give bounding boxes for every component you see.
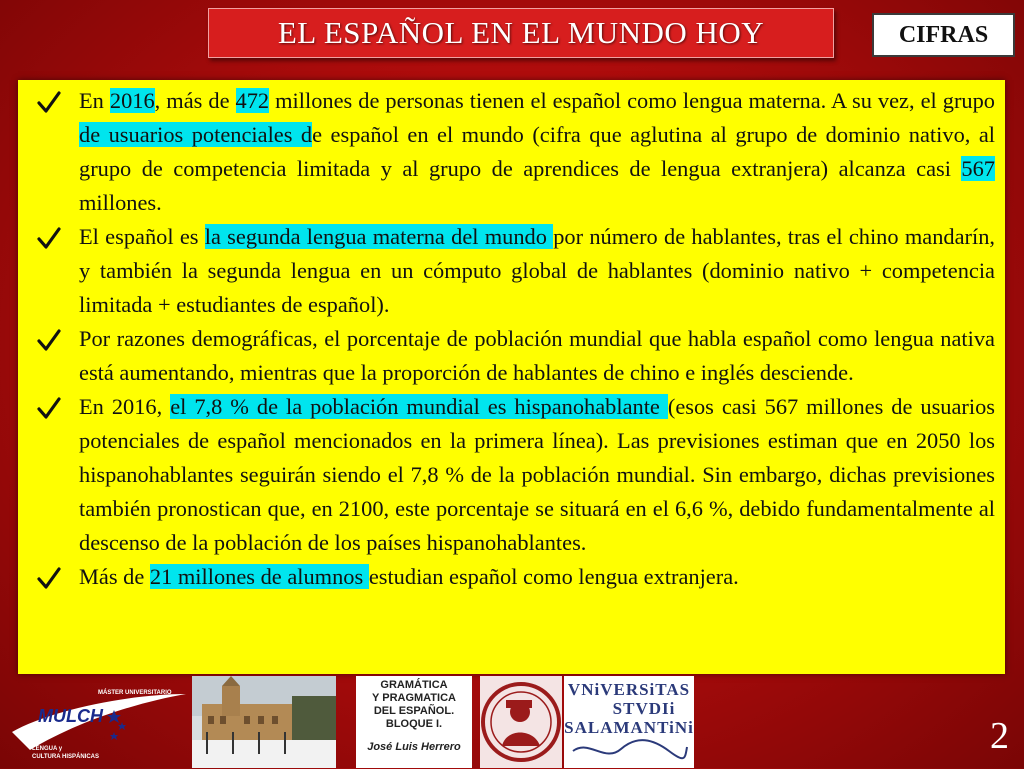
course-line-3: DEL ESPAÑOL. [373,705,455,717]
university-building-photo [192,676,336,768]
highlighted-text: 472 [235,88,270,113]
bullet-text: millones de personas tienen el español como lengua materna. A su vez, el grupo [269,88,996,113]
mulch-top-text: MÁSTER UNIVERSITARIO [98,690,172,696]
section-tag: CIFRAS [898,21,989,48]
university-line-1: VNiVERSiTAS [567,680,691,699]
highlighted-text: 21 millones de alumnos [149,564,369,589]
bullet-item [36,390,995,560]
course-line-1: GRAMÁTICA [380,679,448,691]
mulch-sub1: LENGUA y [32,746,63,752]
bullet-text: , más de [154,88,236,113]
bullet-text: En 2016, [79,394,171,419]
bullet-text: estudian español como lengua extranjera. [368,564,739,589]
slide-title: EL ESPAÑOL EN EL MUNDO HOY [277,15,765,50]
slide-title-box [208,8,834,58]
bullet-text: El español es [79,224,205,249]
checkmark-icon [36,226,62,252]
university-line-2: STVDIi [612,699,676,718]
highlighted-text: de usuarios potenciales d [79,122,313,147]
bullet-item [36,84,995,220]
page-number: 2 [990,715,1009,757]
highlighted-text: 567 [961,156,995,181]
mulch-logo [10,680,188,764]
highlighted-text: la segunda lengua materna del mundo [204,224,554,249]
course-line-2: Y PRAGMATICA [372,692,456,704]
university-logo [564,676,694,768]
bullet-item [36,220,995,322]
bullet-text: En [79,88,110,113]
highlighted-text: el 7,8 % de la población mundial es hispanohablante [170,394,668,419]
bullet-text: Por razones demográficas, el porcentaje de población mundial que habla español como lengua nativa está aumentando, mientras que la proporción de hablantes de chino e inglés desciende. [79,326,995,385]
checkmark-icon [36,328,62,354]
university-line-3: SALAMANTiNi [564,718,694,737]
bullet-item [36,560,995,594]
bullet-item [36,322,995,390]
university-wave-ornament [569,737,689,761]
content-panel [18,80,1005,674]
course-info [356,676,472,768]
mulch-name: MULCH [38,706,103,726]
bullet-text: millones. [79,190,162,215]
checkmark-icon [36,90,62,116]
course-author: José Luis Herrero [367,741,461,753]
bullet-text: por número de hablantes, tras el chino mandarín, y también la segunda lengua en un cómputo global de hablantes (dominio nativo + competencia limitada + estudiantes de español). [79,224,995,317]
highlighted-text: 2016 [109,88,155,113]
bullet-text: (esos casi 567 millones de usuarios potenciales de español mencionados en la primera línea). Las previsiones estiman que en 2050 los hispanohablantes seguirán siendo el 7,8 % de la población mundial. Sin embargo, dichas previsiones también pronostican que, en 2100, este porcentaje se situará en el 6,6 %, debido fundamentalmente al descenso de la población de los países hispanohablantes. [79,394,996,555]
checkmark-icon [36,566,62,592]
bullet-text: Más de [79,564,150,589]
footer [0,676,1024,768]
bullet-text: e español en el mundo (cifra que aglutina al grupo de dominio nativo, al grupo de competencia limitada y al grupo de aprendices de lengua extranjera) alcanza casi [79,122,996,181]
portrait-seal [480,676,562,768]
section-tag-box [872,13,1015,57]
course-line-4: BLOQUE I. [385,718,443,730]
checkmark-icon [36,396,62,422]
mulch-sub2: CULTURA HISPÁNICAS [32,754,99,760]
